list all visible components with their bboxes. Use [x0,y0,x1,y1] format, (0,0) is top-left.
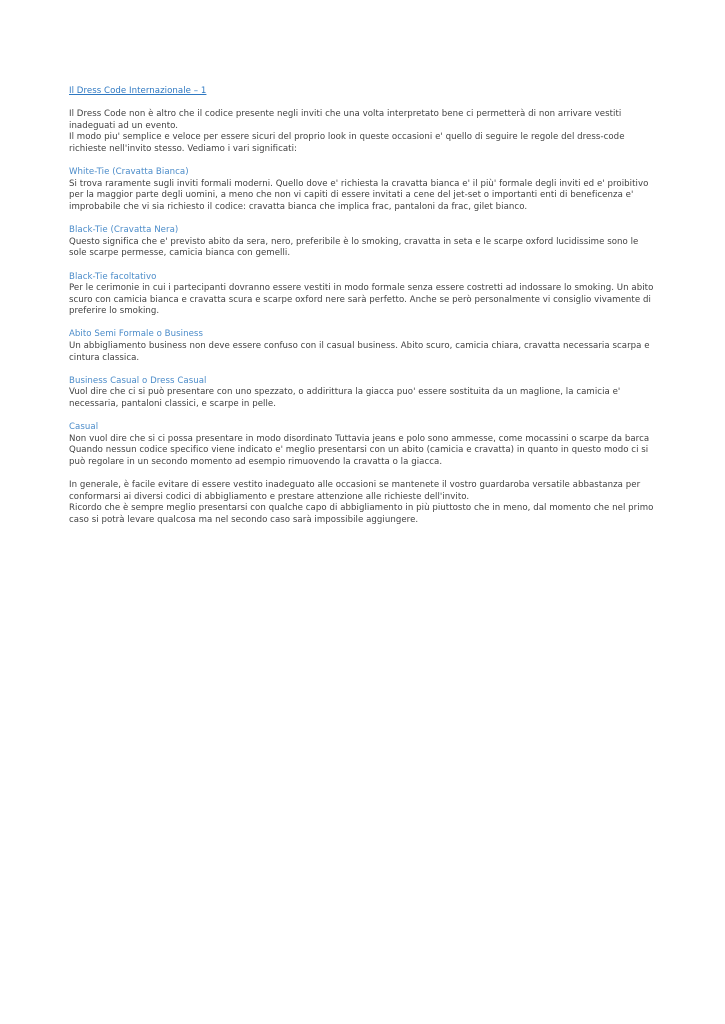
section-heading: Abito Semi Formale o Business [69,329,203,340]
section-body: Un abbigliamento business non deve essere confuso con il casual business. Abito scuro, camicia chiara, cravatta necessaria scarpa e cintura classica. [69,341,650,363]
spacer [69,214,657,226]
intro-paragraph-1: Il Dress Code non è altro che il codice presente negli inviti che una volta interpretato bene ci permetterà di non arrivare vestiti inadeguati ad un evento. [69,109,622,131]
spacer [69,318,657,330]
spacer [69,156,657,168]
section-business-casual [69,376,657,411]
section-semi-formal [69,329,657,364]
section-casual [69,422,657,468]
document-page [69,86,657,527]
section-heading: White-Tie (Cravatta Bianca) [69,167,189,178]
section-heading: Black-Tie (Cravatta Nera) [69,225,179,236]
spacer [69,411,657,423]
section-body: Si trova raramente sugli inviti formali moderni. Quello dove e' richiesta la cravatta bianca e' il più' formale degli inviti ed e' proibitivo per la maggior parte degli uomini, a meno che non vi capiti di essere invitati a cene del jet-set o importanti enti di beneficenza e' improbabile che vi sia richiesto il codice: cravatta bianca che implica frac, pantaloni da frac, gilet bianco. [69,178,649,212]
section-body: Non vuol dire che si ci possa presentare in modo disordinato Tuttavia jeans e polo sono ammesse, come mocassini o scarpe da barca Quando nessun codice specifico viene indicato e' meglio presentarsi con un abito (camicia e cravatta) in quanto in questo modo ci si può regolare in un secondo momento ad esempio rimuovendo la cravatta o la giacca. [69,433,650,467]
spacer [69,364,657,376]
section-heading: Business Casual o Dress Casual [69,375,207,386]
section-heading: Black-Tie facoltativo [69,271,157,282]
spacer [69,469,657,481]
spacer [69,260,657,272]
section-black-tie-optional [69,272,657,318]
section-body: Per le cerimonie in cui i partecipanti dovranno essere vestiti in modo formale senza essere costretti ad indossare lo smoking. Un abito scuro con camicia bianca e cravatta scura e scarpe oxford nere sarà perfetto. Anche se però personalmente vi consiglio vivamente di preferire lo smoking. [69,283,654,317]
closing-paragraph-2: Ricordo che è sempre meglio presentarsi con qualche capo di abbigliamento in più piuttosto che in meno, dal momento che nel primo caso si potrà levare qualcosa ma nel secondo caso sarà impossibile aggiungere. [69,503,654,525]
section-black-tie [69,225,657,260]
section-body: Questo significa che e' previsto abito da sera, nero, preferibile è lo smoking, cravatta in seta e le scarpe oxford lucidissime sono le sole scarpe permesse, camicia bianca con gemelli. [69,236,639,259]
closing-paragraph-1: In generale, è facile evitare di essere vestito inadeguato alle occasioni se mantenete il vostro guardaroba versatile abbastanza per conformarsi ai diversi codici di abbigliamento e prestare attenzione alle richieste dell'invito. [69,480,641,502]
section-heading: Casual [69,422,99,433]
section-body: Vuol dire che ci si può presentare con uno spezzato, o addirittura la giacca puo' essere sostituita da un maglione, la camicia e' necessaria, pantaloni classici, e scarpe in pelle. [69,387,621,410]
document-title-link[interactable]: Il Dress Code Internazionale – 1 [69,86,207,96]
intro-paragraph-2: Il modo piu' semplice e veloce per essere sicuri del proprio look in queste occasioni e' quello di seguire le regole del dress-code richieste nell'invito stesso. Vediamo i vari significati: [69,132,625,154]
section-white-tie [69,167,657,213]
